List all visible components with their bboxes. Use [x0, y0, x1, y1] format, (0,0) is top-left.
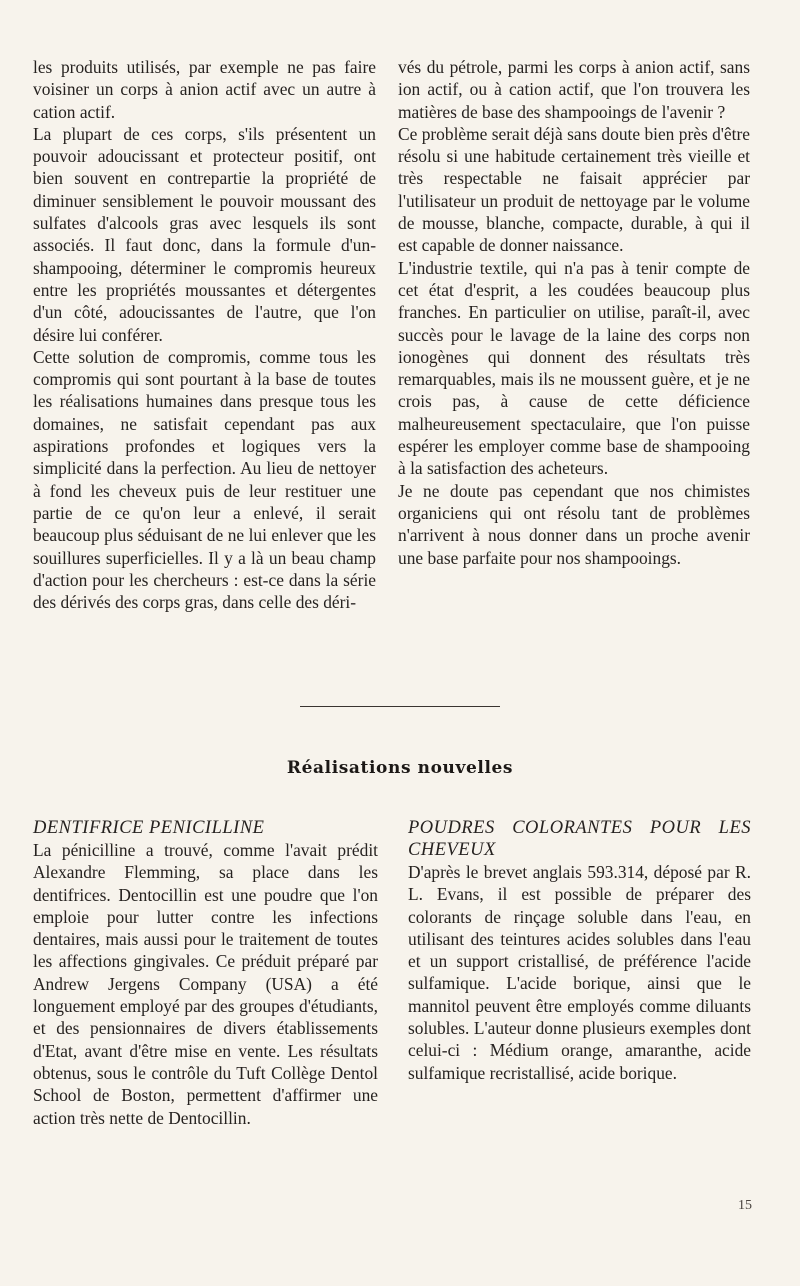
paragraph: Cette solution de compromis, comme tous les compromis qui sont pourtant à la base de toutes les réalisations humaines dans presque tous les domaines, ne satisfait cependant pas aux aspirations profondes et logiques vers la simplicité dans la perfection. Au lieu de nettoyer à fond les cheveux puis de leur restituer une partie de ce qu'on leur a enlevé, il serait beaucoup plus séduisant de ne lui enlever que les souillures superficielles. Il y a là un beau champ d'action pour les chercheurs : est-ce dans la série des dérivés des corps gras, dans celle des déri- [33, 346, 376, 613]
article-title: DENTIFRICE PENICILLINE [33, 818, 265, 838]
article-poudres [408, 817, 751, 1084]
article-body: La pénicilline a trouvé, comme l'avait prédit Alexandre Flemming, sa place dans les dentifrices. Dentocillin est une poudre que l'on emploie pour lutter contre les infections dentaires, mais aussi pour le traitement de toutes les affections gingivales. Ce préduit préparé par Andrew Jergens Company (USA) a été longuement employé par des groupes d'étudiants, et des pensionnaires de divers établissements d'Etat, avant d'être mise en vente. Les résultats obtenus, sous le contrôle du Tuft Collège Dentol School de Boston, permettent d'affirmer une action très nette de Dentocillin. [33, 840, 378, 1128]
section-divider [300, 706, 500, 707]
paragraph: Je ne doute pas cependant que nos chimistes organiciens qui ont résolu tant de problèmes n'arrivent à nous donner dans un proche avenir une base parfaite pour nos shampooings. [398, 480, 750, 568]
section-title: Réalisations nouvelles [286, 758, 514, 778]
article-title: POUDRES COLORANTES POUR LES CHEVEUX [408, 818, 751, 860]
page-number: 15 [738, 1198, 752, 1213]
article-dentifrice [33, 817, 378, 1129]
paragraph: vés du pétrole, parmi les corps à anion actif, sans ion actif, ou à cation actif, que l'on trouvera les matières de base des shampooings de l'avenir ? [398, 57, 750, 122]
column-top-left [33, 56, 376, 613]
paragraph: les produits utilisés, par exemple ne pas faire voisiner un corps à anion actif avec un autre à cation actif. [33, 57, 376, 122]
column-top-right [398, 56, 750, 569]
article-body: D'après le brevet anglais 593.314, déposé par R. L. Evans, il est possible de préparer des colorants de rinçage soluble dans l'eau, en utilisant des teintures acides solubles dans l'eau et un support cristallisé, de préférence l'acide sulfamique. L'acide borique, ainsi que le mannitol peuvent être employés comme diluants solubles. L'auteur donne plusieurs exemples dont celui-ci : Médium orange, amaranthe, acide sulfamique recristallisé, acide borique. [408, 862, 751, 1083]
paragraph: L'industrie textile, qui n'a pas à tenir compte de cet état d'esprit, a les coudées beaucoup plus franches. En particulier on utilise, paraît-il, avec succès pour le lavage de la laine des corps non ionogènes qui donnent des résultats très remarquables, mais ils ne moussent guère, et je ne crois pas, à cause de cette déficience malheureusement spectaculaire, que l'on puisse espérer les employer comme base de shampooing à la satisfaction des acheteurs. [398, 257, 750, 479]
paragraph: La plupart de ces corps, s'ils présentent un pouvoir adoucissant et protecteur positif, ont bien souvent en contrepartie la propriété de diminuer sensiblement le pouvoir moussant des sulfates d'alcools gras avec lesquels ils sont associés. Il faut donc, dans la formule d'un-shampooing, déterminer le compromis heureux entre les propriétés moussantes et détergentes d'un côté, adoucissantes de l'autre, que l'on désire lui conférer. [33, 123, 376, 345]
paragraph: Ce problème serait déjà sans doute bien près d'être résolu si une habitude certainement très vieille et très respectable ne faisait apprécier par l'utilisateur un produit de nettoyage par le volume de mousse, blanche, compacte, durable, à qui il est capable de donner naissance. [398, 123, 750, 256]
